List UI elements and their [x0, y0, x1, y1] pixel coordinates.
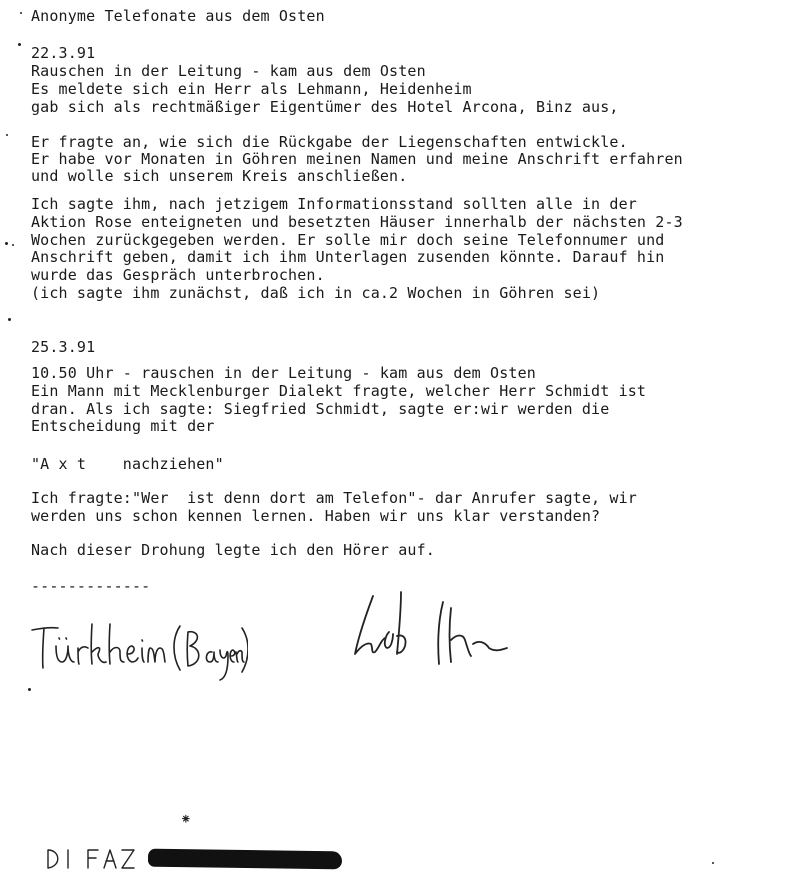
entry1-line: Rauschen in der Leitung - kam aus dem Osten — [31, 62, 426, 80]
entry1-line: Es meldete sich ein Herr als Lehmann, Heidenheim — [31, 80, 472, 98]
document-title: Anonyme Telefonate aus dem Osten — [31, 7, 325, 25]
scan-speck — [8, 318, 11, 321]
entry1-date: 22.3.91 — [31, 44, 96, 62]
scan-speck — [20, 12, 22, 14]
scan-speck — [18, 43, 21, 46]
entry2-line: Entscheidung mit der — [31, 417, 215, 435]
entry1-para2-line: und wolle sich unserem Kreis anschließen. — [31, 167, 408, 185]
entry1-para3-line: Ich sagte ihm, nach jetzigem Informationsstand sollten alle in der — [31, 195, 637, 213]
entry2-line: 10.50 Uhr - rauschen in der Leitung - kam aus dem Osten — [31, 364, 536, 382]
scan-speck — [28, 688, 31, 691]
entry2-para2-line: werden uns schon kennen lernen. Haben wir uns klar verstanden? — [31, 507, 601, 525]
entry1-line: gab sich als rechtmäßiger Eigentümer des Hotel Arcona, Binz aus, — [31, 98, 619, 116]
scan-speck — [6, 134, 8, 136]
scan-speck — [5, 242, 8, 245]
entry1-para3-line: Anschrift geben, damit ich ihm Unterlagen zusenden könnte. Darauf hin — [31, 248, 665, 266]
entry1-para3-line: Wochen zurückgegeben werden. Er solle mir doch seine Telefonnumer und — [31, 231, 665, 249]
scan-speck — [712, 862, 714, 864]
entry1-para3-line: (ich sagte ihm zunächst, daß ich in ca.2 Wochen in Göhren sei) — [31, 284, 601, 302]
entry1-para2-line: Er fragte an, wie sich die Rückgabe der Liegenschaften entwickle. — [31, 133, 628, 151]
entry1-para3-line: Aktion Rose enteigneten und besetzten Häuser innerhalb der nächsten 2-3 — [31, 213, 683, 231]
entry1-para2-line: Er habe vor Monaten in Göhren meinen Namen und meine Anschrift erfahren — [31, 150, 683, 168]
entry2-date: 25.3.91 — [31, 338, 96, 356]
asterisk-mark: ⁕ — [180, 812, 192, 828]
handwritten-signature — [345, 582, 525, 682]
entry2-line: dran. Als ich sagte: Siegfried Schmidt, sagte er:wir werden die — [31, 400, 610, 418]
redaction-mark — [148, 849, 342, 870]
handwritten-place — [28, 610, 248, 685]
entry2-line: Ein Mann mit Mecklenburger Dialekt fragte, welcher Herr Schmidt ist — [31, 382, 647, 400]
footer-note — [44, 846, 144, 872]
divider-line: ------------- — [31, 577, 151, 595]
entry2-quote: "A x t nachziehen" — [31, 455, 224, 473]
scan-speck — [12, 244, 14, 246]
entry1-para3-line: wurde das Gespräch unterbrochen. — [31, 266, 325, 284]
entry2-closing: Nach dieser Drohung legte ich den Hörer auf. — [31, 541, 435, 559]
entry2-para2-line: Ich fragte:"Wer ist denn dort am Telefon"- dar Anrufer sagte, wir — [31, 489, 637, 507]
